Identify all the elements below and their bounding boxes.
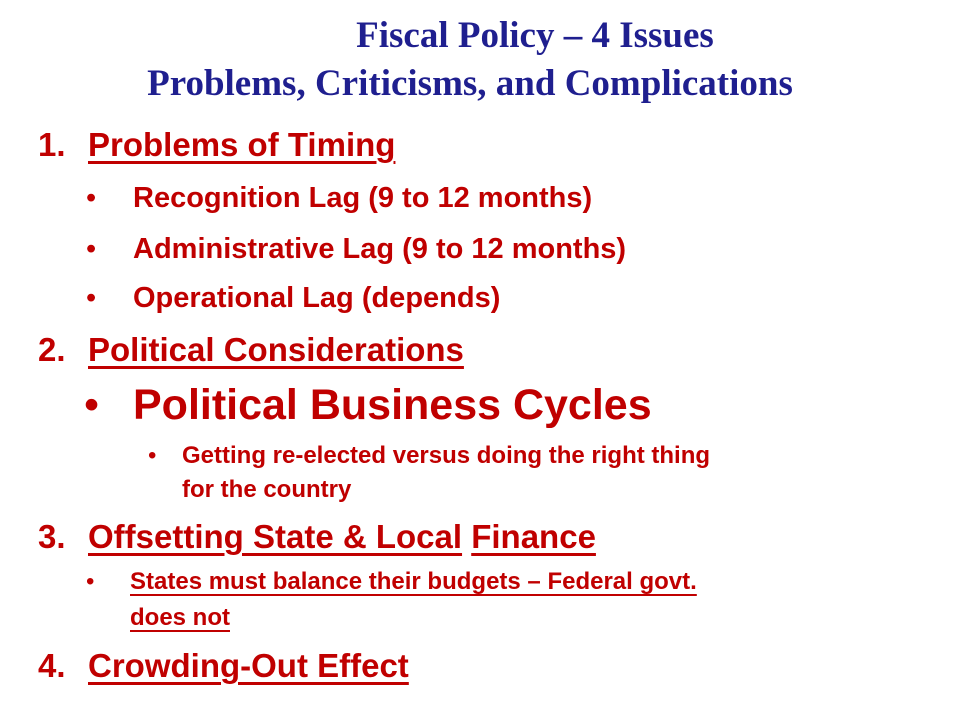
item-number: 3. — [38, 518, 66, 555]
list-item-4 — [0, 647, 960, 687]
list-item-2 — [0, 331, 960, 371]
item-heading — [88, 518, 596, 556]
item-heading-part-1: Offsetting State & Local — [88, 518, 463, 555]
bullet-icon: • — [84, 381, 100, 429]
item-number: 2. — [38, 331, 66, 368]
list-item-1 — [0, 126, 960, 166]
slide-title: Fiscal Policy – 4 Issues — [356, 15, 714, 56]
bullet-text-line-1: States must balance their budgets – Federal govt. — [130, 568, 697, 595]
sub-bullet-re-elected — [0, 442, 960, 472]
item-heading: Political Considerations — [88, 331, 464, 368]
bullet-icon: • — [148, 442, 157, 469]
bullet-text: Operational Lag (depends) — [133, 282, 501, 314]
bullet-icon: • — [86, 282, 97, 314]
list-item-3 — [0, 518, 960, 558]
bullet-states-balance — [0, 568, 960, 598]
bullet-text-line-2: for the country — [182, 476, 352, 503]
item-heading: Crowding-Out Effect — [88, 647, 409, 684]
bullet-text: Administrative Lag (9 to 12 months) — [133, 233, 627, 265]
bullet-text-line-2: does not — [130, 604, 230, 631]
bullet-states-balance-cont — [0, 604, 960, 634]
item-heading-part-2: Finance — [471, 518, 596, 555]
item-heading: Problems of Timing — [88, 126, 396, 163]
bullet-text-line-1: Getting re-elected versus doing the right thing — [182, 442, 711, 469]
bullet-icon: • — [86, 182, 97, 214]
sub-bullet-re-elected-cont — [0, 476, 960, 506]
item-number: 4. — [38, 647, 66, 684]
bullet-recognition-lag — [0, 182, 960, 218]
bullet-political-business-cycles — [0, 381, 960, 433]
bullet-text: Recognition Lag (9 to 12 months) — [133, 182, 593, 214]
item-number: 1. — [38, 126, 66, 163]
bullet-operational-lag — [0, 282, 960, 318]
slide-subtitle: Problems, Criticisms, and Complications — [147, 63, 793, 104]
bullet-icon: • — [86, 233, 97, 265]
bullet-administrative-lag — [0, 233, 960, 269]
bullet-text: Political Business Cycles — [133, 381, 652, 429]
bullet-icon: • — [86, 568, 95, 595]
